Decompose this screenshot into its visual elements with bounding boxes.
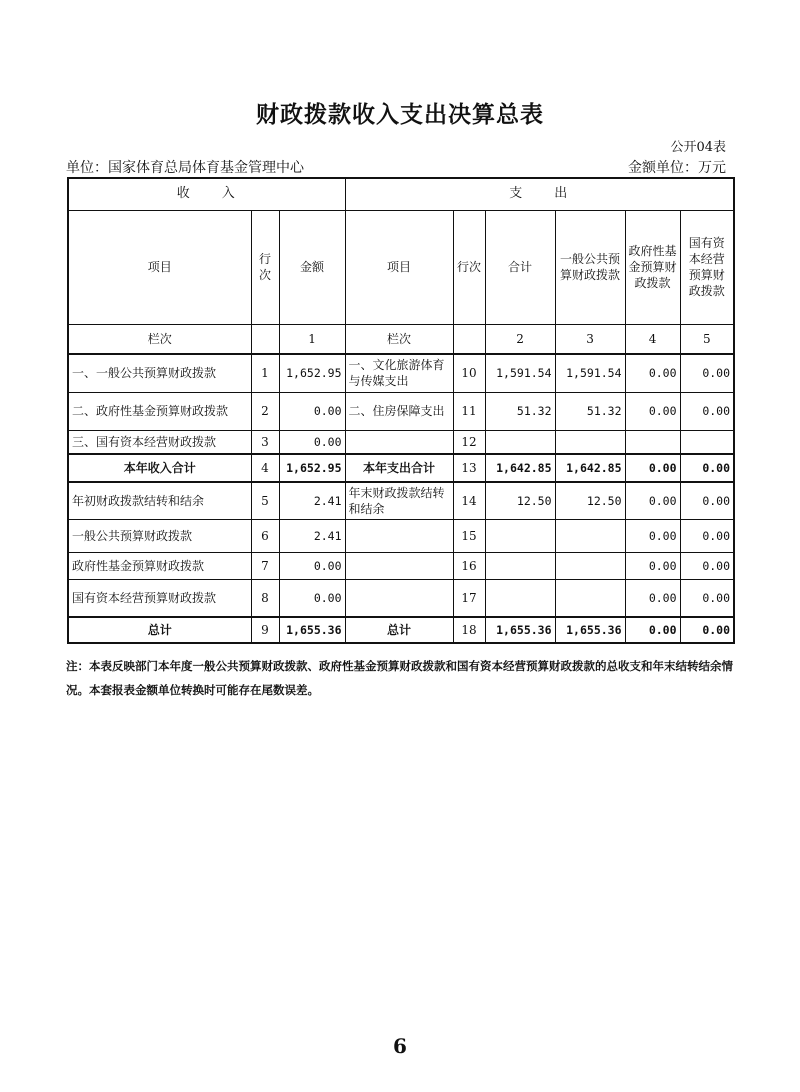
expense-general: 1,655.36 (555, 617, 625, 643)
col-index-blank (251, 324, 279, 354)
footnote: 注：本表反映部门本年度一般公共预算财政拨款、政府性基金预算财政拨款和国有资本经营预算财政拨款的总收支和年末结转结余情况。本套报表金额单位转换时可能存在尾数误差。 (66, 659, 733, 697)
expense-state-capital: 0.00 (680, 454, 734, 482)
income-header: 收 入 (68, 178, 345, 210)
col-index-4: 4 (625, 324, 680, 354)
expense-line: 11 (453, 392, 485, 430)
expense-item (345, 552, 453, 579)
expense-general: 1,642.85 (555, 454, 625, 482)
income-item: 国有资本经营预算财政拨款 (68, 579, 251, 617)
col-index-blank-2 (453, 324, 485, 354)
col-index-1: 1 (279, 324, 345, 354)
income-item: 一般公共预算财政拨款 (68, 519, 251, 552)
page-number: 6 (393, 1034, 407, 1058)
expense-gov-fund: 0.00 (625, 354, 680, 392)
col-index-2: 2 (485, 324, 555, 354)
income-item: 政府性基金预算财政拨款 (68, 552, 251, 579)
col-state-capital-header: 国有资本经营预算财政拨款 (680, 210, 734, 324)
col-gov-fund-header: 政府性基金预算财政拨款 (625, 210, 680, 324)
income-line: 1 (251, 354, 279, 392)
income-amount: 0.00 (279, 579, 345, 617)
table-row (68, 552, 734, 579)
expense-line: 12 (453, 430, 485, 454)
expense-state-capital: 0.00 (680, 579, 734, 617)
col-total-header: 合计 (485, 210, 555, 324)
income-item: 总计 (68, 617, 251, 643)
expense-line: 15 (453, 519, 485, 552)
income-line: 3 (251, 430, 279, 454)
expense-state-capital: 0.00 (680, 617, 734, 643)
expense-item: 年末财政拨款结转和结余 (345, 482, 453, 519)
income-line: 9 (251, 617, 279, 643)
expense-general: 12.50 (555, 482, 625, 519)
income-amount: 2.41 (279, 519, 345, 552)
expense-header: 支 出 (345, 178, 734, 210)
expense-state-capital: 0.00 (680, 482, 734, 519)
expense-general: 1,591.54 (555, 354, 625, 392)
expense-item (345, 519, 453, 552)
table-row (68, 392, 734, 430)
col-general-budget-header: 一般公共预算财政拨款 (555, 210, 625, 324)
income-amount: 2.41 (279, 482, 345, 519)
income-amount: 0.00 (279, 392, 345, 430)
col-line-header: 行次 (251, 210, 279, 324)
income-item: 一、一般公共预算财政拨款 (68, 354, 251, 392)
expense-gov-fund: 0.00 (625, 454, 680, 482)
financial-table (67, 177, 735, 644)
expense-total: 51.32 (485, 392, 555, 430)
expense-item: 一、文化旅游体育与传媒支出 (345, 354, 453, 392)
expense-total: 1,591.54 (485, 354, 555, 392)
table-row (68, 579, 734, 617)
expense-total (485, 579, 555, 617)
income-amount: 0.00 (279, 430, 345, 454)
expense-gov-fund: 0.00 (625, 519, 680, 552)
col-item2-header: 项目 (345, 210, 453, 324)
income-amount: 1,652.95 (279, 454, 345, 482)
expense-total: 1,655.36 (485, 617, 555, 643)
table-row (68, 430, 734, 454)
table-row (68, 454, 734, 482)
expense-item (345, 430, 453, 454)
expense-line: 13 (453, 454, 485, 482)
col-index-5: 5 (680, 324, 734, 354)
expense-gov-fund: 0.00 (625, 579, 680, 617)
expense-total (485, 552, 555, 579)
expense-state-capital: 0.00 (680, 519, 734, 552)
col-amount-header: 金额 (279, 210, 345, 324)
expense-state-capital: 0.00 (680, 354, 734, 392)
expense-total (485, 430, 555, 454)
page-title: 财政拨款收入支出决算总表 (256, 102, 544, 128)
expense-general: 51.32 (555, 392, 625, 430)
expense-total: 1,642.85 (485, 454, 555, 482)
col-index-3: 3 (555, 324, 625, 354)
income-amount: 1,655.36 (279, 617, 345, 643)
expense-gov-fund (625, 430, 680, 454)
income-line: 7 (251, 552, 279, 579)
expense-state-capital: 0.00 (680, 392, 734, 430)
income-item: 二、政府性基金预算财政拨款 (68, 392, 251, 430)
col-line2-header: 行次 (453, 210, 485, 324)
income-line: 4 (251, 454, 279, 482)
col-item-header: 项目 (68, 210, 251, 324)
income-line: 8 (251, 579, 279, 617)
expense-general (555, 519, 625, 552)
expense-line: 17 (453, 579, 485, 617)
table-row (68, 482, 734, 519)
income-line: 5 (251, 482, 279, 519)
expense-total: 12.50 (485, 482, 555, 519)
expense-state-capital: 0.00 (680, 552, 734, 579)
expense-gov-fund: 0.00 (625, 392, 680, 430)
expense-general (555, 552, 625, 579)
expense-item: 总计 (345, 617, 453, 643)
income-item: 年初财政拨款结转和结余 (68, 482, 251, 519)
table-row (68, 354, 734, 392)
income-line: 2 (251, 392, 279, 430)
income-amount: 0.00 (279, 552, 345, 579)
expense-item: 二、住房保障支出 (345, 392, 453, 430)
expense-gov-fund: 0.00 (625, 482, 680, 519)
expense-gov-fund: 0.00 (625, 552, 680, 579)
expense-general (555, 430, 625, 454)
money-unit: 金额单位：万元 (628, 160, 726, 176)
form-number: 公开04表 (670, 140, 726, 155)
table-row (68, 617, 734, 643)
expense-state-capital (680, 430, 734, 454)
expense-line: 14 (453, 482, 485, 519)
expense-total (485, 519, 555, 552)
expense-line: 16 (453, 552, 485, 579)
income-item: 本年收入合计 (68, 454, 251, 482)
col-index-label: 栏次 (68, 324, 251, 354)
expense-item: 本年支出合计 (345, 454, 453, 482)
expense-line: 18 (453, 617, 485, 643)
expense-gov-fund: 0.00 (625, 617, 680, 643)
expense-general (555, 579, 625, 617)
income-amount: 1,652.95 (279, 354, 345, 392)
col-index-label-2: 栏次 (345, 324, 453, 354)
table-row (68, 519, 734, 552)
reporting-unit: 单位：国家体育总局体育基金管理中心 (66, 160, 304, 176)
income-item: 三、国有资本经营财政拨款 (68, 430, 251, 454)
income-line: 6 (251, 519, 279, 552)
expense-line: 10 (453, 354, 485, 392)
expense-item (345, 579, 453, 617)
